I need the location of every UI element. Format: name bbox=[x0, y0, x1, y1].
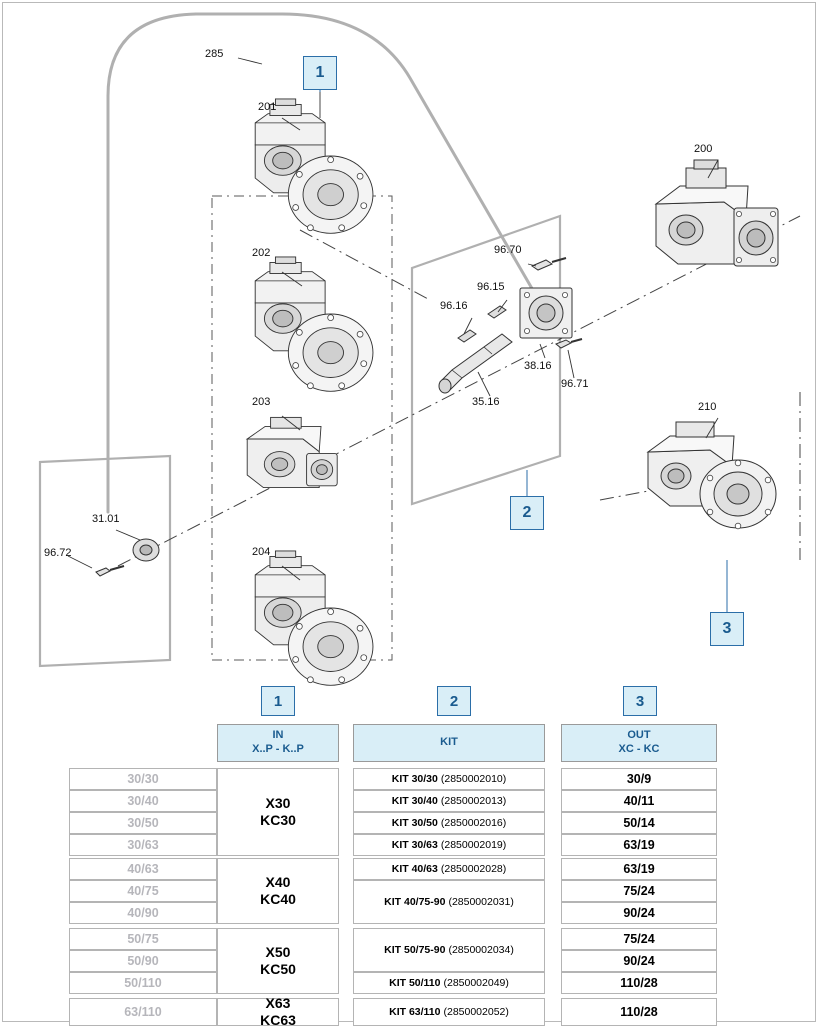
table-cell-kit bbox=[353, 998, 545, 1026]
table-row: 30/63 bbox=[69, 834, 217, 856]
kit-name: KIT 50/75-90 bbox=[384, 944, 446, 956]
callout-2: 2 bbox=[510, 496, 544, 530]
column-header-in-subtitle: X..P - K..P bbox=[252, 743, 304, 755]
in-model-line2: KC63 bbox=[260, 1012, 296, 1028]
table-cell-kit bbox=[353, 768, 545, 790]
table-cell-out: 40/11 bbox=[561, 790, 717, 812]
table-row: 50/90 bbox=[69, 950, 217, 972]
table-row: 30/40 bbox=[69, 790, 217, 812]
table-cell-out: 75/24 bbox=[561, 880, 717, 902]
table-row: 40/90 bbox=[69, 902, 217, 924]
label-200: 200 bbox=[694, 143, 713, 155]
column-header-kit-title: KIT bbox=[440, 736, 458, 749]
kit-name: KIT 30/50 bbox=[391, 817, 438, 829]
in-model-line2: KC40 bbox=[260, 891, 296, 907]
kit-code: (2850002052) bbox=[443, 1006, 509, 1018]
table-row: 50/75 bbox=[69, 928, 217, 950]
table-cell-in bbox=[217, 928, 339, 994]
table-cell-out: 75/24 bbox=[561, 928, 717, 950]
table-cell-kit bbox=[353, 834, 545, 856]
table-cell-out: 63/19 bbox=[561, 834, 717, 856]
label-96-72: 96.72 bbox=[44, 547, 72, 559]
column-header-out-title: OUT bbox=[627, 729, 651, 742]
callout-1: 1 bbox=[303, 56, 337, 90]
in-model-line1: X40 bbox=[265, 874, 291, 891]
table-row: 40/63 bbox=[69, 858, 217, 880]
column-header-out-subtitle: XC - KC bbox=[618, 743, 660, 755]
table-group-header-1: 1 bbox=[261, 686, 295, 716]
table-cell-kit bbox=[353, 812, 545, 834]
kit-code: (2850002019) bbox=[440, 839, 507, 851]
table-cell-out: 63/19 bbox=[561, 858, 717, 880]
kit-name: KIT 50/110 bbox=[389, 977, 441, 989]
kit-code: (2850002010) bbox=[440, 773, 507, 785]
kit-name: KIT 30/40 bbox=[391, 795, 438, 807]
column-header-kit bbox=[353, 724, 545, 762]
in-model-line2: KC50 bbox=[260, 961, 296, 977]
label-285: 285 bbox=[205, 48, 224, 60]
label-96-16: 96.16 bbox=[440, 300, 468, 312]
table-cell-kit bbox=[353, 880, 545, 924]
column-header-out bbox=[561, 724, 717, 762]
table-cell-in bbox=[217, 995, 339, 1028]
column-header-in-title: IN bbox=[272, 729, 284, 742]
kit-name: KIT 30/30 bbox=[391, 773, 438, 785]
table-cell-kit bbox=[353, 858, 545, 880]
label-203: 203 bbox=[252, 396, 271, 408]
label-204: 204 bbox=[252, 546, 271, 558]
table-cell-out: 90/24 bbox=[561, 950, 717, 972]
kit-name: KIT 30/63 bbox=[391, 839, 438, 851]
label-35-16: 35.16 bbox=[472, 396, 500, 408]
in-model-line1: X50 bbox=[265, 944, 291, 961]
kit-code: (2850002013) bbox=[440, 795, 507, 807]
table-row: 40/75 bbox=[69, 880, 217, 902]
label-31-01: 31.01 bbox=[92, 513, 120, 525]
column-header-in bbox=[217, 724, 339, 762]
table-cell-in bbox=[217, 858, 339, 924]
table-cell-out: 50/14 bbox=[561, 812, 717, 834]
table-group-header-3: 3 bbox=[623, 686, 657, 716]
table-row: 30/50 bbox=[69, 812, 217, 834]
label-96-15: 96.15 bbox=[477, 281, 505, 293]
kit-code: (2850002028) bbox=[440, 863, 507, 875]
selection-table bbox=[0, 678, 820, 1026]
table-cell-in bbox=[217, 768, 339, 856]
label-210: 210 bbox=[698, 401, 717, 413]
in-model-line1: X30 bbox=[265, 795, 291, 812]
label-96-71: 96.71 bbox=[561, 378, 589, 390]
table-cell-out: 110/28 bbox=[561, 972, 717, 994]
in-model-line1: X63 bbox=[265, 995, 291, 1012]
table-cell-kit bbox=[353, 928, 545, 972]
table-cell-out: 30/9 bbox=[561, 768, 717, 790]
table-group-header-2: 2 bbox=[437, 686, 471, 716]
kit-name: KIT 40/63 bbox=[391, 863, 438, 875]
table-cell-kit bbox=[353, 972, 545, 994]
table-cell-out: 90/24 bbox=[561, 902, 717, 924]
label-38-16: 38.16 bbox=[524, 360, 552, 372]
in-model-line2: KC30 bbox=[260, 812, 296, 828]
kit-code: (2850002031) bbox=[448, 896, 514, 908]
table-row: 63/110 bbox=[69, 998, 217, 1026]
kit-code: (2850002034) bbox=[448, 944, 514, 956]
label-202: 202 bbox=[252, 247, 271, 259]
table-row: 50/110 bbox=[69, 972, 217, 994]
label-96-70: 96.70 bbox=[494, 244, 522, 256]
kit-name: KIT 40/75-90 bbox=[384, 896, 446, 908]
label-201: 201 bbox=[258, 101, 277, 113]
table-row: 30/30 bbox=[69, 768, 217, 790]
table-cell-out: 110/28 bbox=[561, 998, 717, 1026]
kit-code: (2850002016) bbox=[440, 817, 507, 829]
kit-name: KIT 63/110 bbox=[389, 1006, 441, 1018]
kit-code: (2850002049) bbox=[443, 977, 509, 989]
table-cell-kit bbox=[353, 790, 545, 812]
callout-3: 3 bbox=[710, 612, 744, 646]
